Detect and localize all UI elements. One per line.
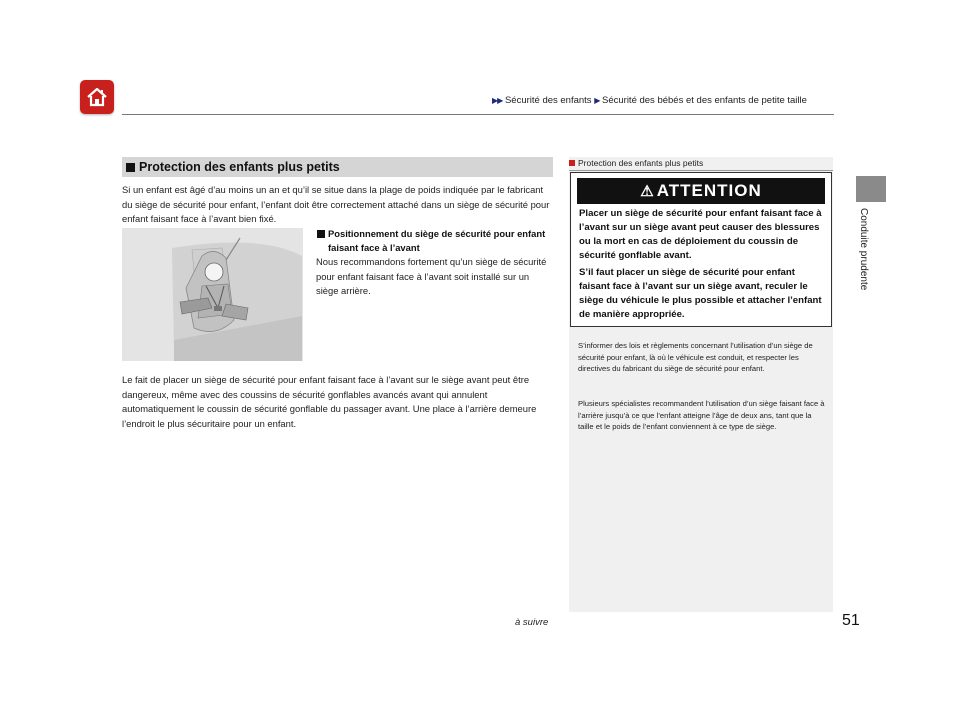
chapter-tab-label: Conduite prudente — [858, 208, 869, 291]
warning-text-1: Placer un siège de sécurité pour enfant faisant face à l’avant sur un siège avant peut causer des blessures ou la mort en cas de déploiement du coussin de sécurité gonflable avant. — [579, 208, 822, 261]
breadcrumb-arrow-icon: ▶ — [594, 96, 600, 105]
home-button[interactable] — [80, 80, 114, 114]
section-title: Protection des enfants plus petits — [139, 160, 340, 174]
note-divider — [569, 170, 833, 171]
note-text-1: S’informer des lois et règlements concernant l’utilisation d’un siège de sécurité pour enfant, là où le véhicule est conduit, et respecter les directives du fabricant du siège de sécurité pour enfant. — [578, 341, 813, 374]
note-title[interactable]: Protection des enfants plus petits — [569, 158, 703, 168]
section-header — [122, 157, 553, 177]
breadcrumb-item-2[interactable]: Sécurité des bébés et des enfants de petite taille — [602, 95, 807, 106]
warning-box — [570, 172, 832, 327]
square-bullet-icon — [317, 230, 325, 238]
chapter-tab[interactable] — [856, 176, 886, 202]
square-bullet-icon — [126, 163, 135, 172]
subsection-body: Nous recommandons fortement qu’un siège de sécurité pour enfant faisant face à l’avant soit installé sur un siège arrière. — [316, 256, 547, 296]
warning-triangle-icon: ⚠ — [640, 183, 655, 200]
note-link-icon — [569, 160, 575, 166]
breadcrumb-arrow-icon: ▶▶ — [492, 96, 503, 105]
home-icon — [85, 85, 109, 109]
continued-label: à suivre — [515, 617, 549, 628]
breadcrumb — [492, 95, 807, 106]
closing-paragraph: Le fait de placer un siège de sécurité pour enfant faisant face à l’avant sur le siège avant peut être dangereux, même avec des coussins de sécurité gonflables avancés avant qui annulent automatiquement le coussin de sécurité gonflable du passager avant. Une place à l’arrière demeure l’endroit le plus sécuritaire pour un enfant. — [122, 374, 537, 429]
warning-text-2: S’il faut placer un siège de sécurité pour enfant faisant face à l’avant sur un siège avant, reculer le siège du véhicule le plus possible et attacher l’enfant de manière appropriée. — [579, 267, 822, 320]
intro-paragraph: Si un enfant est âgé d’au moins un an et qu’il se situe dans la plage de poids indiquée par le fabricant du siège de sécurité pour enfant, l’enfant doit être correctement attaché dans un siège de sécurité pour enfant faisant face à l’avant bien fixé. — [122, 184, 550, 224]
warning-banner: ⚠ ATTENTION — [577, 178, 825, 204]
breadcrumb-item-1[interactable]: Sécurité des enfants — [504, 95, 592, 106]
header-divider — [122, 114, 834, 115]
subsection-heading: Positionnement du siège de sécurité pour enfant faisant face à l’avant — [316, 227, 554, 255]
page-number: 51 — [842, 612, 860, 629]
note-text-2: Plusieurs spécialistes recommandent l’utilisation d’un siège faisant face à l’arrière jusqu’à ce que l’enfant atteigne l’âge de deux ans, tant que la taille et le poids de l’enfant conviennent à ce type de siège. — [578, 399, 825, 432]
child-seat-illustration — [122, 228, 303, 361]
